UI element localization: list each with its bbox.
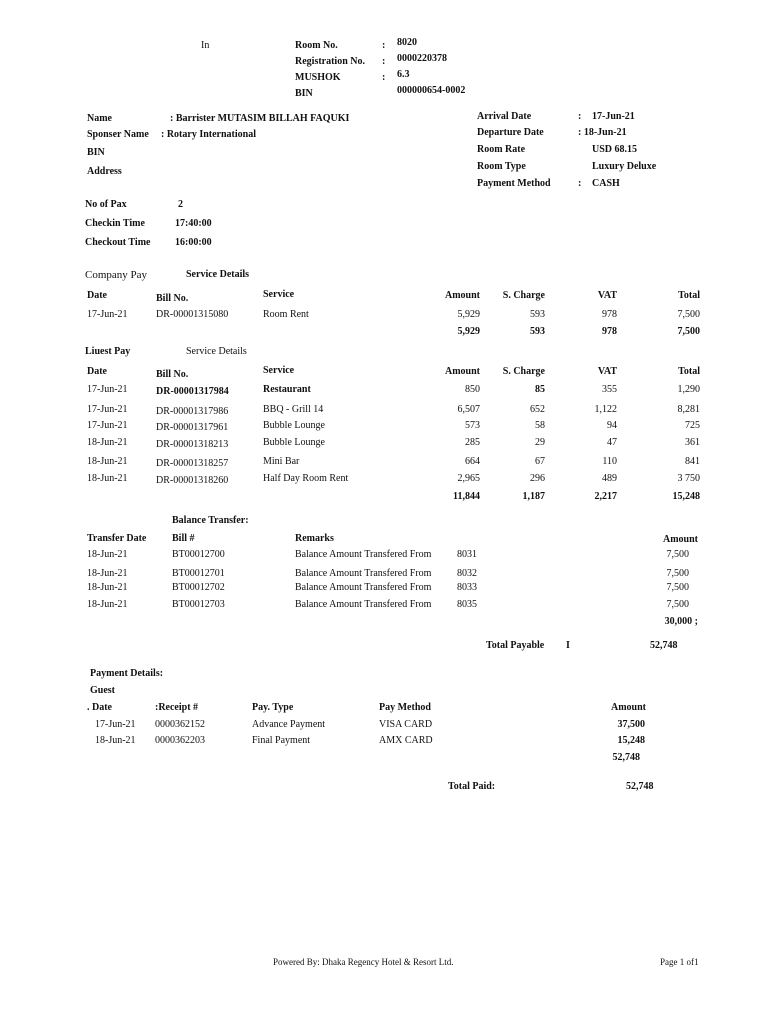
table-cell-bill-no: DR-00001317984	[156, 386, 229, 397]
sponsor-label: Sponser Name	[87, 129, 149, 140]
header-total: Total	[678, 290, 700, 301]
address-label: Address	[87, 166, 122, 177]
transfer-date: 18-Jun-21	[87, 599, 128, 610]
table-cell-amount: 2,965	[457, 473, 480, 484]
table-cell-vat: 978	[602, 309, 617, 320]
table-cell-amount: 573	[465, 420, 480, 431]
total-total: 7,500	[677, 326, 700, 337]
stay-field-label: Room Type	[477, 161, 526, 172]
guest-name-value: : Barrister MUTASIM BILLAH FAQUKI	[170, 113, 350, 124]
header-total: Total	[678, 366, 700, 377]
stay-field-value: 17-Jun-21	[592, 111, 635, 122]
registration-field-label: MUSHOK	[295, 72, 341, 83]
registration-field-value: 8020	[397, 37, 417, 48]
transfer-remarks: Balance Amount Transfered From	[295, 568, 432, 579]
checkin-label: Checkin Time	[85, 218, 145, 229]
total-amount: 11,844	[453, 491, 480, 502]
table-cell-date: 18-Jun-21	[87, 437, 128, 448]
table-cell-amount: 664	[465, 456, 480, 467]
header-amount: Amount	[444, 366, 480, 377]
table-cell-amount: 850	[465, 384, 480, 395]
header-s-charge: S. Charge	[502, 290, 545, 301]
header-amount: Amount	[662, 534, 698, 545]
table-cell-vat: 1,122	[594, 404, 617, 415]
registration-field-colon: :	[382, 56, 386, 67]
payment-type: Final Payment	[252, 735, 311, 746]
table-cell-total: 3 750	[677, 473, 700, 484]
table-cell-s-charge: 67	[535, 456, 545, 467]
transfer-remarks: Balance Amount Transfered From	[295, 599, 432, 610]
table-cell-total: 8,281	[677, 404, 700, 415]
table-cell-total: 361	[685, 437, 700, 448]
transfer-date: 18-Jun-21	[87, 549, 128, 560]
total-s-charge: 1,187	[522, 491, 545, 502]
payment-date: 17-Jun-21	[95, 719, 136, 730]
registration-field-colon: :	[382, 40, 386, 51]
header-service: Service	[263, 289, 295, 300]
header-s-charge: S. Charge	[502, 366, 545, 377]
guest-name-label: Name	[87, 113, 112, 124]
payment-amount: 37,500	[617, 719, 645, 730]
guest-service-title: Service Details	[186, 346, 247, 357]
table-cell-vat: 94	[607, 420, 617, 431]
total-paid-value: 52,748	[626, 781, 654, 792]
table-cell-service: Room Rent	[263, 309, 309, 320]
table-cell-date: 18-Jun-21	[87, 456, 128, 467]
transfer-amount: 7,500	[666, 568, 689, 579]
total-paid-label: Total Paid:	[448, 781, 496, 792]
transfer-remarks: Balance Amount Transfered From	[295, 549, 432, 560]
footer-page-number: Page 1 of1	[660, 957, 699, 967]
table-cell-vat: 47	[607, 437, 617, 448]
transfer-room: 8033	[457, 582, 477, 593]
table-cell-amount: 285	[465, 437, 480, 448]
table-cell-bill-no: DR-00001318260	[156, 475, 229, 486]
table-cell-date: 17-Jun-21	[87, 309, 128, 320]
header-pay-type: Pay. Type	[252, 702, 294, 713]
stay-field-value: USD 68.15	[592, 144, 638, 155]
header-vat: VAT	[597, 366, 617, 377]
payment-receipt: 0000362203	[155, 735, 205, 746]
table-cell-service: Half Day Room Rent	[263, 473, 349, 484]
registration-field-label: Room No.	[295, 40, 338, 51]
header-date: Date	[87, 290, 107, 301]
header-date: . Date	[87, 702, 112, 713]
transfer-date: 18-Jun-21	[87, 568, 128, 579]
checkout-label: Checkout Time	[85, 237, 151, 248]
table-cell-date: 17-Jun-21	[87, 420, 128, 431]
header-vat: VAT	[597, 290, 617, 301]
in-label: In	[201, 40, 210, 51]
payment-amount: 15,248	[617, 735, 645, 746]
checkout-value: 16:00:00	[175, 237, 212, 248]
payment-details-title: Payment Details:	[90, 668, 164, 679]
total-amount: 5,929	[457, 326, 480, 337]
total-vat: 978	[602, 326, 617, 337]
payment-receipt: 0000362152	[155, 719, 205, 730]
table-cell-total: 841	[685, 456, 700, 467]
payment-subtotal: 52,748	[612, 752, 640, 763]
stay-field-value: CASH	[592, 178, 620, 189]
table-cell-s-charge: 296	[530, 473, 545, 484]
guest-bin-label: BIN	[87, 147, 105, 158]
table-cell-total: 1,290	[677, 384, 700, 395]
transfer-amount: 7,500	[666, 549, 689, 560]
table-cell-date: 18-Jun-21	[87, 473, 128, 484]
registration-field-label: BIN	[295, 88, 313, 99]
table-cell-vat: 489	[602, 473, 617, 484]
total-payable-label: Total Payable	[486, 640, 545, 651]
company-pay-title: Company Pay	[85, 269, 148, 281]
registration-field-label: Registration No.	[295, 56, 365, 67]
header-receipt: :Receipt #	[155, 702, 199, 713]
balance-transfer-title: Balance Transfer:	[172, 515, 249, 526]
table-cell-s-charge: 593	[530, 309, 545, 320]
table-cell-bill-no: DR-00001317986	[156, 406, 229, 417]
table-cell-s-charge: 85	[535, 384, 545, 395]
footer-powered-by: Powered By: Dhaka Regency Hotel & Resort Ltd.	[273, 957, 454, 967]
header-service: Service	[263, 365, 295, 376]
stay-field-label: Room Rate	[477, 144, 526, 155]
header-bill: Bill #	[172, 533, 195, 544]
transfer-room: 8032	[457, 568, 477, 579]
payment-guest-label: Guest	[90, 685, 115, 696]
table-cell-date: 17-Jun-21	[87, 384, 128, 395]
transfer-amount: 7,500	[666, 599, 689, 610]
table-cell-date: 17-Jun-21	[87, 404, 128, 415]
payment-method: AMX CARD	[379, 735, 433, 746]
table-cell-s-charge: 652	[530, 404, 545, 415]
pax-value: 2	[178, 199, 183, 210]
stay-field-colon: :	[578, 111, 582, 122]
registration-field-colon: :	[382, 72, 386, 83]
company-service-title: Service Details	[186, 269, 250, 280]
table-cell-bill-no: DR-00001318213	[156, 439, 229, 450]
transfer-room: 8031	[457, 549, 477, 560]
transfer-remarks: Balance Amount Transfered From	[295, 582, 432, 593]
stay-field-value: Luxury Deluxe	[592, 161, 657, 172]
checkin-value: 17:40:00	[175, 218, 212, 229]
transfer-total: 30,000 ;	[664, 616, 698, 627]
total-s-charge: 593	[530, 326, 545, 337]
table-cell-service: Restaurant	[263, 384, 311, 395]
table-cell-bill-no: DR-00001315080	[156, 309, 229, 320]
header-bill-no: Bill No.	[156, 369, 189, 380]
total-payable-value: 52,748	[650, 640, 678, 651]
guest-pay-title: Liuest Pay	[85, 346, 131, 357]
stay-field-label: Payment Method	[477, 178, 551, 189]
payment-type: Advance Payment	[252, 719, 326, 730]
stay-field-label: Arrival Date	[477, 111, 532, 122]
table-cell-s-charge: 29	[535, 437, 545, 448]
header-bill-no: Bill No.	[156, 293, 189, 304]
pax-label: No of Pax	[85, 199, 127, 210]
sponsor-value: : Rotary International	[161, 129, 256, 140]
transfer-bill: BT00012702	[172, 582, 225, 593]
stay-field-label: Departure Date	[477, 127, 544, 138]
header-remarks: Remarks	[295, 533, 334, 544]
table-cell-vat: 355	[602, 384, 617, 395]
stay-field-colon: : 18-Jun-21	[578, 127, 627, 138]
total-vat: 2,217	[594, 491, 617, 502]
table-cell-service: BBQ - Grill 14	[263, 404, 324, 415]
transfer-amount: 7,500	[666, 582, 689, 593]
payment-method: VISA CARD	[379, 719, 433, 730]
registration-field-value: 6.3	[397, 69, 410, 80]
table-cell-service: Bubble Lounge	[263, 420, 325, 431]
header-pay-method: Pay Method	[379, 702, 431, 713]
table-cell-service: Bubble Lounge	[263, 437, 325, 448]
table-cell-s-charge: 58	[535, 420, 545, 431]
stay-field-colon: :	[578, 178, 582, 189]
transfer-room: 8035	[457, 599, 477, 610]
payment-date: 18-Jun-21	[95, 735, 136, 746]
header-date: Date	[87, 366, 107, 377]
registration-field-value: 000000654-0002	[397, 85, 466, 96]
table-cell-total: 7,500	[677, 309, 700, 320]
table-cell-service: Mini Bar	[263, 456, 300, 467]
header-transfer-date: Transfer Date	[87, 533, 147, 544]
header-amount: Amount	[444, 290, 480, 301]
transfer-bill: BT00012700	[172, 549, 225, 560]
registration-field-value: 0000220378	[397, 53, 447, 64]
table-cell-bill-no: DR-00001317961	[156, 422, 229, 433]
header-amount: Amount	[610, 702, 646, 713]
table-cell-vat: 110	[602, 456, 617, 467]
table-cell-amount: 6,507	[457, 404, 480, 415]
total-payable-mark: I	[566, 640, 570, 651]
table-cell-total: 725	[685, 420, 700, 431]
transfer-bill: BT00012701	[172, 568, 225, 579]
transfer-date: 18-Jun-21	[87, 582, 128, 593]
total-total: 15,248	[672, 491, 700, 502]
table-cell-amount: 5,929	[457, 309, 480, 320]
table-cell-bill-no: DR-00001318257	[156, 458, 229, 469]
transfer-bill: BT00012703	[172, 599, 225, 610]
